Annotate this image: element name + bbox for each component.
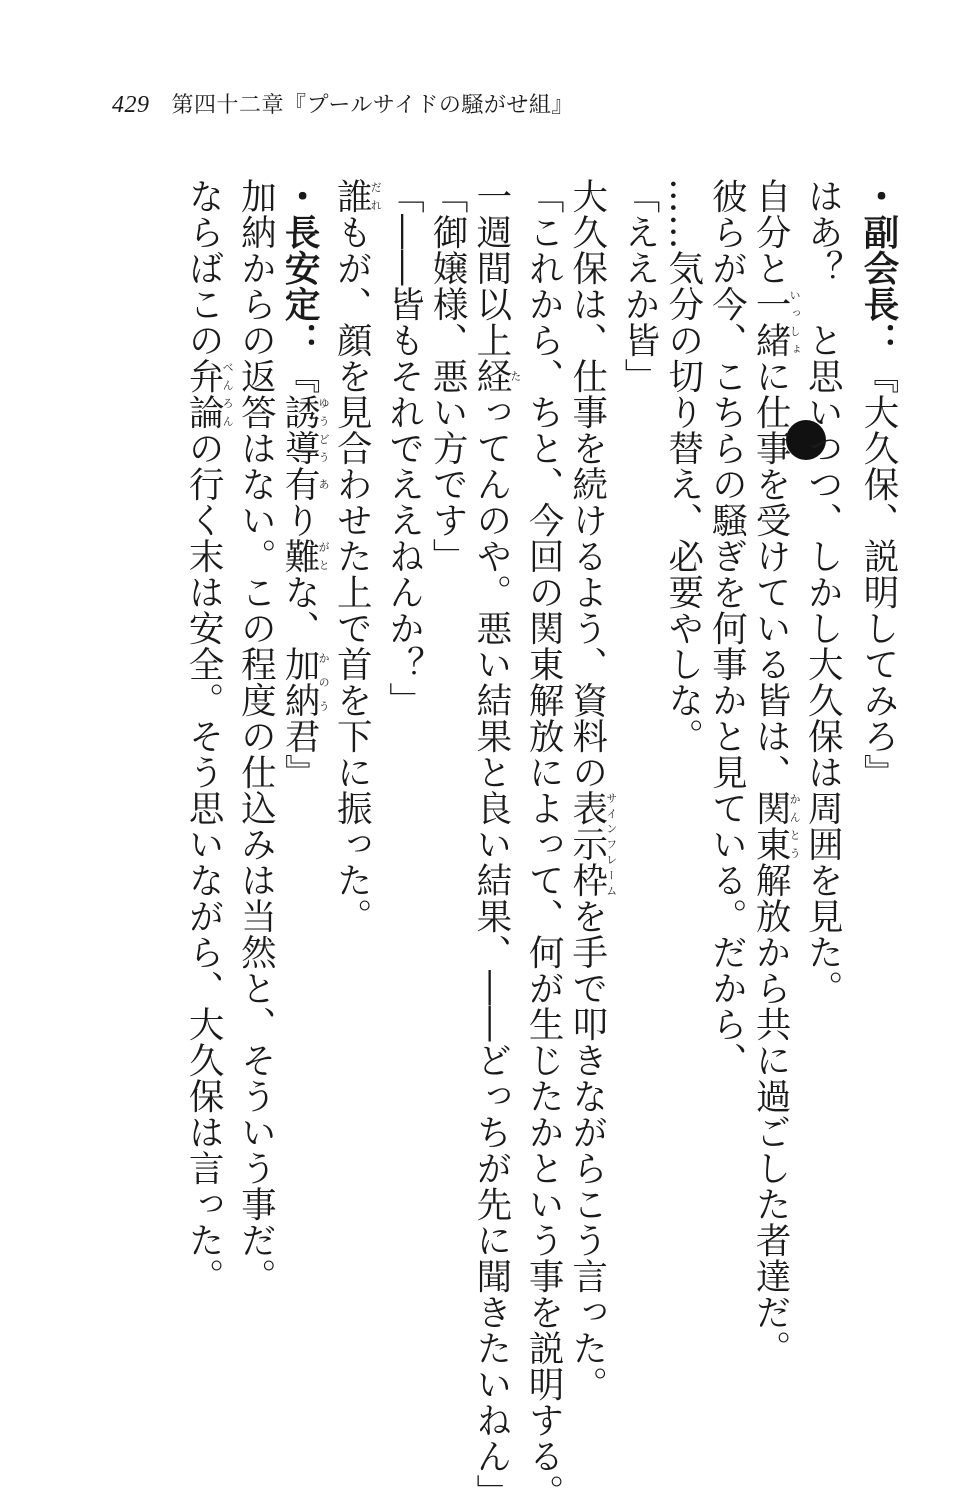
ruby-base: 誰 <box>331 178 373 214</box>
ruby-base: 誘導 <box>279 394 321 466</box>
speaker-name: 副会長 <box>858 214 899 322</box>
ruby-base: 一緒 <box>750 286 792 358</box>
text-run: もが、顔を見合わせた上で首を下に振った。 <box>331 214 373 934</box>
ruby-reading: かのう <box>317 646 331 718</box>
ruby-word <box>470 358 522 394</box>
narration-line: 加納からの返答はない。この程度の仕込みは当然と、そういう事だ。 <box>235 178 277 1294</box>
text-run: ってんのや。悪い結果と良い結果、――どっちが先に聞きたいねん」 <box>470 394 512 1510</box>
ruby-word <box>750 286 802 358</box>
ruby-word <box>566 790 618 898</box>
text-run: に仕事を受けている皆は、 <box>750 358 792 790</box>
narration-line: ……気分の切り替え、必要やしな。 <box>662 178 704 754</box>
ruby-base: 加納 <box>279 646 321 718</box>
narration-line <box>181 178 233 1328</box>
dialogue-line: 「御嬢様、悪い方です」 <box>427 178 469 574</box>
ruby-reading: いっしょ <box>788 286 802 358</box>
dialogue-line-vice-president <box>856 178 900 1328</box>
ruby-reading: た <box>508 358 522 394</box>
running-header <box>112 88 574 119</box>
ruby-word <box>279 646 331 718</box>
ruby-reading: かんとう <box>788 790 802 862</box>
ruby-word <box>183 358 235 430</box>
ruby-word <box>279 538 331 574</box>
ruby-word <box>750 790 802 862</box>
ruby-word <box>331 178 383 214</box>
ruby-reading: ゆうどう <box>317 394 331 466</box>
line-gap <box>844 178 856 179</box>
text-run: の行く末は安全。そう思いながら、大久保は言った。 <box>183 430 225 1294</box>
narration-line <box>330 178 382 1328</box>
ruby-reading: がと <box>317 538 331 574</box>
page-number: 429 <box>112 92 150 118</box>
narration-line: 彼らが今、こちらの騒ぎを何事かと見ている。だから、 <box>706 178 748 1078</box>
text-run: 君』 <box>279 718 321 790</box>
ruby-base: 関東 <box>750 790 792 862</box>
text-run: り <box>279 502 321 538</box>
ruby-reading: あ <box>317 466 331 502</box>
text-run: 自分と <box>750 178 792 286</box>
text-run: 大久保は、仕事を続けるよう、資料の <box>566 178 608 790</box>
ruby-base: 経 <box>470 358 512 394</box>
speaker-separator: ： <box>279 322 321 358</box>
dialogue-line: 「これから、ちと、今回の関東解放によって、何が生じたかという事を説明する。 <box>523 178 565 1510</box>
text-run: 『 <box>279 358 321 394</box>
speaker-name: 長安定 <box>279 214 321 322</box>
ruby-word <box>279 394 331 466</box>
ruby-base: 有 <box>279 466 321 502</box>
ruby-base: 難 <box>279 538 321 574</box>
ruby-reading: べんろん <box>221 358 235 430</box>
text-run: な、 <box>279 574 321 646</box>
ruby-reading: だれ <box>369 178 383 214</box>
dialogue-line-cho-antei <box>277 178 329 1328</box>
bullet-mark: ・ <box>858 178 899 214</box>
ruby-base: 弁論 <box>183 358 225 430</box>
dialogue-line: 「ええか皆」 <box>618 178 660 394</box>
ruby-reading: サインフレーム <box>604 790 618 898</box>
speech-text: 『大久保、説明してみろ』 <box>858 358 899 790</box>
narration-line: はあ？ と思いつつ、しかし大久保は周囲を見た。 <box>802 178 844 1006</box>
text-run: ならばこの <box>183 178 225 358</box>
dialogue-line: 「――皆もそれでええねんか？」 <box>383 178 425 718</box>
text-run: を手で叩きながらこう言った。 <box>566 898 608 1402</box>
dialogue-line <box>469 178 522 1510</box>
bullet-mark: ・ <box>279 178 321 214</box>
ruby-base: 表示枠 <box>566 790 608 898</box>
ruby-word <box>279 466 331 502</box>
text-run: 解放から共に過ごした者達だ。 <box>750 862 792 1366</box>
chapter-title: 第四十二章『プールサイドの騒がせ組』 <box>171 93 574 118</box>
text-run: 一週間以上 <box>470 178 512 358</box>
speaker-separator: ： <box>858 322 899 358</box>
narration-line <box>748 178 802 1366</box>
body-text <box>181 178 900 1510</box>
narration-line <box>565 178 618 1402</box>
